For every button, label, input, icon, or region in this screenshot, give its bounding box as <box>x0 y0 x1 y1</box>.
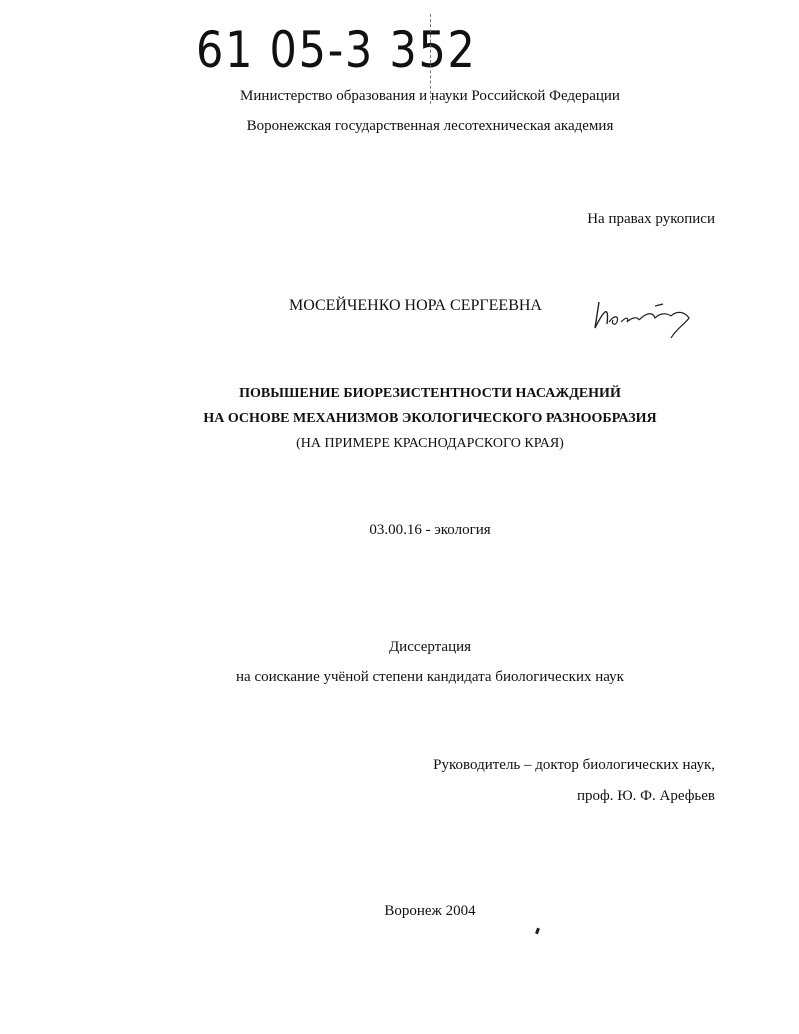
academy-name: Воронежская государственная лесотехническая академия <box>246 118 614 134</box>
work-type-purpose: на соискание учёной степени кандидата биологических наук <box>236 669 624 685</box>
supervisor-title: Руководитель – доктор биологических наук, <box>433 757 715 773</box>
work-type-label: Диссертация <box>388 639 472 655</box>
title-line-2: НА ОСНОВЕ МЕХАНИЗМОВ ЭКОЛОГИЧЕСКОГО РАЗНООБРАЗИЯ <box>203 411 657 426</box>
ministry-name: Министерство образования и науки Российской Федерации <box>240 88 620 104</box>
rights-note: На правах рукописи <box>587 211 715 227</box>
title-line-3: (НА ПРИМЕРЕ КРАСНОДАРСКОГО КРАЯ) <box>296 436 564 451</box>
scan-speck <box>535 928 540 935</box>
city-year: Воронеж 2004 <box>384 903 476 919</box>
author-name: МОСЕЙЧЕНКО НОРА СЕРГЕЕВНА <box>289 297 542 314</box>
handwritten-archive-number: 61 05-3 352 <box>196 21 477 79</box>
author-signature <box>593 294 703 344</box>
title-line-1: ПОВЫШЕНИЕ БИОРЕЗИСТЕНТНОСТИ НАСАЖДЕНИЙ <box>239 386 621 401</box>
specialty-code: 03.00.16 - экология <box>369 522 491 538</box>
supervisor-name: проф. Ю. Ф. Арефьев <box>577 788 715 804</box>
